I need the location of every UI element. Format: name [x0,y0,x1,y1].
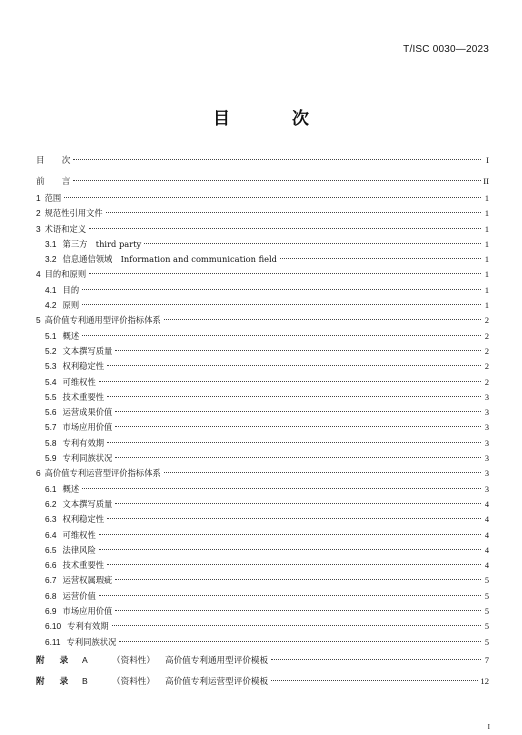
toc-entry[interactable] [36,344,489,359]
toc-entry[interactable] [36,466,489,481]
dot-leader [271,680,478,681]
dot-leader [115,503,481,504]
dot-leader [107,442,481,443]
toc-entry-number: 3.1 [45,238,57,249]
toc-entry-title: 目的 [62,284,80,295]
toc-entry-number: 6.3 [45,514,57,525]
toc-entry-page: 4 [484,545,489,555]
toc-entry-title: 文本撰写质量 [62,498,113,509]
toc-entry-title: 原则 [62,300,80,311]
toc-entry-page: 1 [484,255,489,265]
dot-leader [73,180,481,181]
toc-entry-number: 6.1 [45,483,57,494]
toc-entry-page: II [483,175,489,186]
dot-leader [115,579,481,580]
toc-entry[interactable] [36,420,489,435]
toc-entry-page: 3 [484,438,489,448]
toc-entry-page: 2 [484,331,489,341]
dot-leader [82,304,481,305]
footer-page-number: I [487,723,490,731]
toc-entry-title: 目的和原则 [44,269,87,280]
dot-leader [99,549,481,550]
toc-entry-page: 1 [484,224,489,234]
toc-entry-page: I [486,155,489,165]
toc-entry-page: 3 [484,484,489,494]
toc-entry-number: 5.3 [45,361,57,372]
toc-entry-title: 市场应用价值 [62,422,113,433]
toc-entry-number: 6.6 [45,560,57,571]
toc-entry[interactable] [36,405,489,420]
dot-leader [82,289,481,290]
toc-entry-title: 可维权性 [62,376,96,387]
toc-entry-title: 概述 [62,330,80,341]
toc-entry[interactable] [36,237,489,252]
toc-entry[interactable] [36,313,489,328]
toc-entry-page: 5 [484,637,489,647]
toc-entry-title: 权利稳定性 [62,514,105,525]
toc-entry-page: 5 [484,607,489,617]
toc-entry[interactable] [36,375,489,390]
dot-leader [107,365,481,366]
toc-entry-page: 2 [484,346,489,356]
toc-entry-title: 高价值专利运营型评价指标体系 [44,468,161,479]
dot-leader [280,258,481,259]
toc-entry-title: 专利同族状况 [66,636,117,647]
toc-entry[interactable] [36,558,489,573]
toc-entry[interactable] [36,482,489,497]
toc-entry[interactable] [36,589,489,604]
dot-leader [82,488,481,489]
toc-entry-number: 5.8 [45,437,57,448]
toc-entry[interactable] [36,436,489,451]
toc-entry-number: 6.8 [45,590,57,601]
toc-entry-number: 6.2 [45,498,57,509]
toc-entry-page: 1 [484,239,489,249]
toc-entry-number: 3 [36,223,41,234]
toc-entry-number: 1 [36,193,41,203]
toc-entry-number: 2 [36,208,41,219]
dot-leader [107,564,481,565]
toc-entry-number: 4 [36,269,41,280]
toc-entry-title: 高价值专利通用型评价指标体系 [44,315,161,326]
toc-entry[interactable] [36,573,489,588]
toc-entry-title: 第三方 third party [62,238,142,249]
dot-leader [119,641,481,642]
toc-entry-page: 4 [484,561,489,571]
toc-entry[interactable] [36,191,489,206]
toc-entry[interactable] [36,543,489,558]
toc-entry-number: 5.7 [45,422,57,433]
annex-entry[interactable] [36,671,489,693]
annex-label: 附 录 [36,677,75,688]
toc-entry[interactable] [36,252,489,267]
table-of-contents [36,150,489,693]
dot-leader [99,595,481,596]
toc-entry-page: 4 [484,515,489,525]
toc-entry-title: 技术重要性 [62,391,105,402]
dot-leader [106,212,481,213]
toc-entry-page: 1 [484,301,489,311]
page-title: 目 次 [213,109,337,129]
toc-entry-number: 5 [36,315,41,326]
toc-entry[interactable] [36,171,489,192]
toc-entry[interactable] [36,267,489,282]
toc-entry-page: 2 [484,377,489,387]
toc-entry[interactable] [36,283,489,298]
dot-leader [164,319,481,320]
annex-page: 12 [480,676,489,687]
toc-entry-page: 2 [484,316,489,326]
toc-entry-title: 运营价值 [62,590,96,601]
toc-entry-number: 5.2 [45,345,57,356]
toc-entry-page: 3 [484,469,489,479]
toc-entry-title: 运营权属瑕疵 [62,575,113,586]
dot-leader [144,243,481,244]
toc-entry-page: 3 [484,454,489,464]
dot-leader [73,159,481,160]
dot-leader [89,228,481,229]
toc-entry-title: 规范性引用文件 [44,208,103,219]
dot-leader [99,381,481,382]
annex-type: （资料性） [112,655,155,666]
toc-entry-page: 5 [484,622,489,632]
dot-leader [164,472,481,473]
toc-entry-page: 4 [484,530,489,540]
toc-entry-number: 5.1 [45,330,57,341]
annex-entry[interactable] [36,650,489,672]
toc-entry-number: 5.6 [45,407,57,418]
toc-entry-title: 法律风险 [62,544,96,555]
toc-entry[interactable] [36,329,489,344]
toc-entry[interactable] [36,359,489,374]
toc-entry[interactable] [36,497,489,512]
dot-leader [115,457,481,458]
toc-entry-number: 6.5 [45,544,57,555]
dot-leader [115,426,481,427]
toc-entry-title: 目 次 [36,156,71,166]
dot-leader [115,350,481,351]
toc-entry-title: 权利稳定性 [62,361,105,372]
annex-title: 高价值专利运营型评价模板 [164,677,269,688]
toc-entry-number: 5.4 [45,376,57,387]
toc-entry-number: 6.4 [45,529,57,540]
toc-entry[interactable] [36,390,489,405]
toc-entry-number: 4.2 [45,300,57,311]
toc-entry-title: 范围 [44,193,62,203]
toc-entry-title: 运营成果价值 [62,407,113,418]
toc-entry-number: 3.2 [45,254,57,265]
annex-letter: A [82,654,88,665]
dot-leader [112,625,481,626]
toc-entry-number: 5.9 [45,453,57,464]
document-code: T/ISC 0030—2023 [403,44,489,55]
toc-entry-title: 术语和定义 [44,223,87,234]
dot-leader [89,273,481,274]
toc-entry-page: 5 [484,591,489,601]
toc-entry[interactable] [36,451,489,466]
toc-entry-title: 技术重要性 [62,560,105,571]
toc-entry-number: 4.1 [45,284,57,295]
dot-leader [271,659,481,660]
toc-entry[interactable] [36,635,489,650]
toc-entry[interactable] [36,206,489,221]
dot-leader [115,610,481,611]
dot-leader [115,411,481,412]
dot-leader [107,518,481,519]
toc-entry[interactable] [36,150,489,171]
dot-leader [99,534,481,535]
toc-entry-title: 专利同族状况 [62,453,113,464]
toc-entry-number: 6.10 [45,621,62,632]
toc-entry-title: 概述 [62,483,80,494]
toc-entry-page: 1 [484,209,489,219]
toc-entry-title: 前 言 [36,176,71,187]
toc-entry-number: 6.9 [45,606,57,617]
toc-entry[interactable] [36,512,489,527]
toc-entry-title: 专利有效期 [67,621,109,632]
toc-entry-page: 2 [484,362,489,372]
toc-entry-title: 专利有效期 [62,437,105,448]
toc-entry[interactable] [36,222,489,237]
toc-entry-page: 3 [484,392,489,402]
dot-leader [82,335,481,336]
annex-page: 7 [484,654,489,665]
annex-title: 高价值专利通用型评价模板 [164,655,269,666]
annex-label: 附 录 [36,655,75,666]
toc-entry-page: 3 [484,423,489,433]
toc-entry[interactable] [36,619,489,634]
toc-entry-number: 6.7 [45,575,57,586]
toc-entry-page: 3 [484,408,489,418]
toc-entry-page: 1 [484,270,489,280]
toc-entry-number: 6.11 [45,636,61,647]
toc-entry-page: 5 [484,576,489,586]
dot-leader [107,396,481,397]
toc-entry-title: 可维权性 [62,529,96,540]
toc-entry-page: 1 [484,194,489,203]
annex-letter: B [82,676,88,687]
toc-entry[interactable] [36,528,489,543]
toc-entry[interactable] [36,298,489,313]
toc-entry-title: 信息通信领域 Information and communication field [62,254,277,265]
toc-entry-number: 6 [36,468,41,479]
toc-entry-title: 市场应用价值 [62,606,113,617]
annex-type: （资料性） [112,677,155,688]
toc-entry-page: 4 [484,499,489,509]
toc-entry[interactable] [36,604,489,619]
toc-entry-title: 文本撰写质量 [62,345,113,356]
toc-entry-number: 5.5 [45,391,57,402]
toc-entry-page: 1 [484,285,489,295]
dot-leader [64,197,481,198]
